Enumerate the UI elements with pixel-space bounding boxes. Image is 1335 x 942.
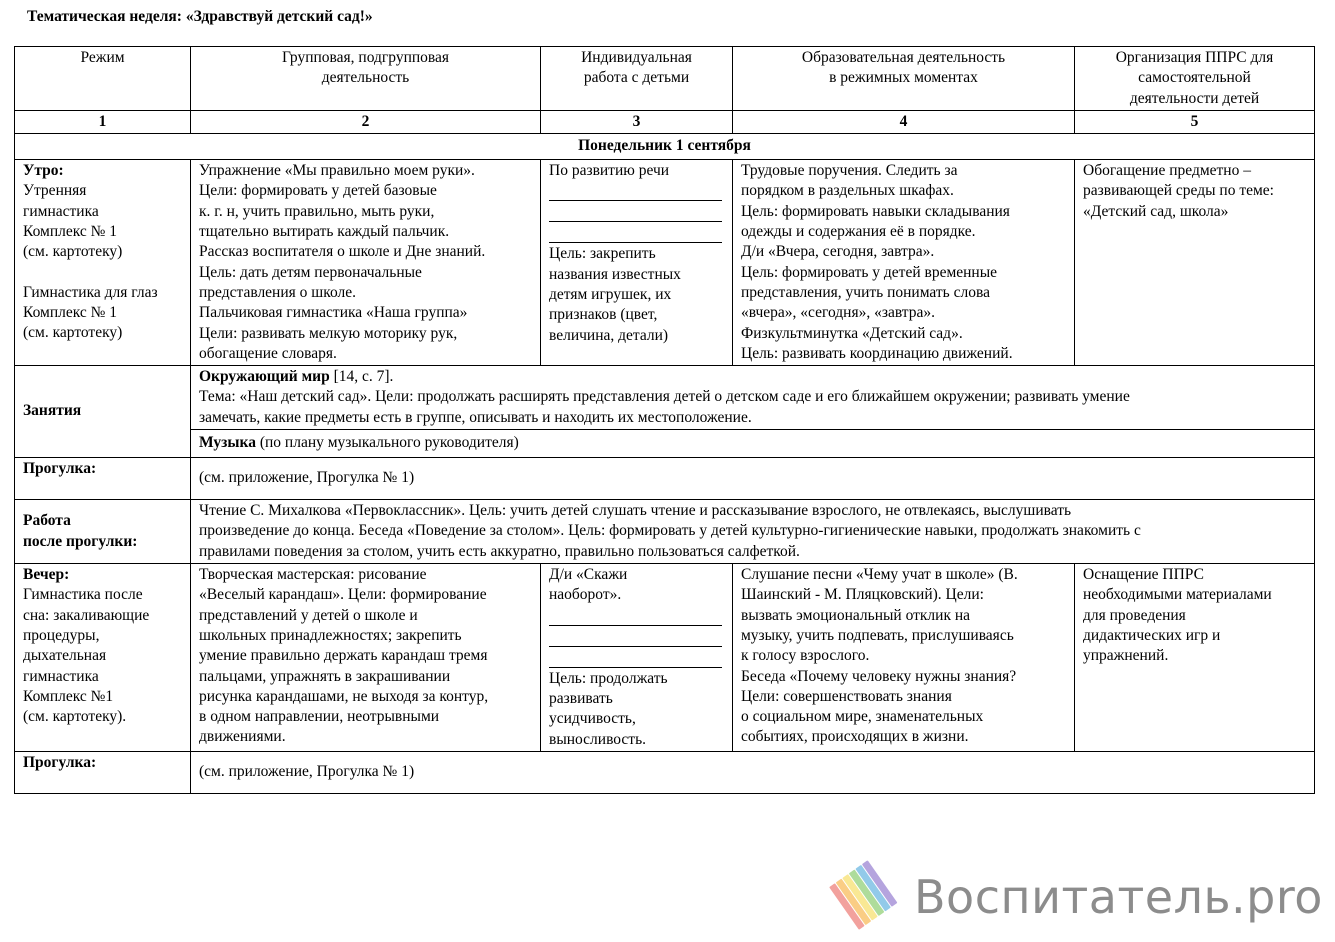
classes-row-world (15, 366, 1315, 430)
classes-row-music (15, 430, 1315, 458)
day-row (15, 134, 1315, 160)
classes-label: Занятия (15, 366, 191, 458)
blank-line (549, 606, 722, 626)
column-number: 3 (541, 110, 733, 133)
blank-line (549, 223, 722, 243)
classes-world: Окружающий мир [14, с. 7]. Тема: «Наш детский сад». Цели: продолжать расширять представления детей о детском саде и его ближайшем окружении; развивать умение замечать, какие предметы есть в группе, описывать и находить их местоположение. (191, 366, 1315, 430)
evening-ppps: Оснащение ППРС необходимыми материалами для проведения дидактических игр и упражнений. (1075, 564, 1315, 752)
morning-group-activity: Упражнение «Мы правильно моем руки». Цели: формировать у детей базовые к. г. н, учить правильно, мыть руки, тщательно вытирать каждый пальчик. Рассказ воспитателя о школе и Дне знаний. Цель: дать детям первоначальные представления о школе. Пальчиковая гимнастика «Наша группа» Цели: развивать мелкую моторику рук, обогащение словаря. (191, 160, 541, 366)
header-individual: Индивидуальная работа с детьми (541, 47, 733, 111)
header-ppps: Организация ППРС для самостоятельной деятельности детей (1075, 47, 1315, 111)
blank-line (549, 202, 722, 222)
walk-row (15, 458, 1315, 500)
column-number: 2 (191, 110, 541, 133)
watermark (828, 860, 1328, 940)
blank-line (549, 627, 722, 647)
plan-table (14, 46, 1315, 794)
after-walk-label: Работа после прогулки: (15, 500, 191, 564)
evening-row (15, 564, 1315, 752)
walk-text: (см. приложение, Прогулка № 1) (191, 458, 1315, 500)
walk-row-evening (15, 751, 1315, 793)
header-group: Групповая, подгрупповая деятельность (191, 47, 541, 111)
morning-row (15, 160, 1315, 366)
walk-label: Прогулка: (15, 458, 191, 500)
morning-individual-work: По развитию речи Цель: закрепить названия известных детям игрушек, их признаков (цвет, величина, детали) (541, 160, 733, 366)
watermark-text: Воспитатель.pro (914, 870, 1323, 924)
evening-regime: Вечер: Гимнастика после сна: закаливающие процедуры, дыхательная гимнастика Комплекс №1 (см. картотеку). (15, 564, 191, 752)
day-title: Понедельник 1 сентября (15, 134, 1315, 160)
after-walk-row (15, 500, 1315, 564)
morning-educational-activity: Трудовые поручения. Следить за порядком в раздельных шкафах. Цель: формировать навыки складывания одежды и содержания её в порядке. Д/и «Вчера, сегодня, завтра». Цель: формировать у детей временные представления, учить понимать слова «вчера», «сегодня», «завтра». Физкультминутка «Детский сад». Цель: развивать координацию движений. (733, 160, 1075, 366)
column-number: 4 (733, 110, 1075, 133)
evening-educational-activity: Слушание песни «Чему учат в школе» (В. Шаинский - М. Пляцковский). Цели: вызвать эмоциональный отклик на музыку, учить подпевать, прислушиваясь к голосу взрослого. Беседа «Почему человеку нужны знания? Цели: совершенствовать знания о социальном мире, знаменательных событиях, происходящих в жизни. (733, 564, 1075, 752)
column-numbers-row (15, 110, 1315, 133)
morning-regime: Утро: Утренняя гимнастика Комплекс № 1 (см. картотеку) Гимнастика для глаз Комплекс № 1 (см. картотеку) (15, 160, 191, 366)
blank-line (549, 181, 722, 201)
morning-ppps: Обогащение предметно – развивающей среды по теме: «Детский сад, школа» (1075, 160, 1315, 366)
walk-text: (см. приложение, Прогулка № 1) (191, 751, 1315, 793)
walk-label: Прогулка: (15, 751, 191, 793)
classes-music: Музыка (по плану музыкального руководителя) (191, 430, 1315, 458)
evening-group-activity: Творческая мастерская: рисование «Веселый карандаш». Цели: формирование представлений у детей о школе и школьных принадлежностях; закрепить умение правильно держать карандаш тремя пальцами, упражнять в закрашивании рисунка карандашами, не выходя за контур, в одном направлении, неотрывными движениями. (191, 564, 541, 752)
pencils-logo-icon (828, 860, 904, 936)
header-regime: Режим (15, 47, 191, 111)
header-row (15, 47, 1315, 111)
page-title: Тематическая неделя: «Здравствуй детский сад!» (27, 8, 373, 25)
after-walk-text: Чтение С. Михалкова «Первоклассник». Цель: учить детей слушать чтение и рассказывание взрослого, не отвлекаясь, выслушивать произведение до конца. Беседа «Поведение за столом». Цель: формировать у детей культурно-гигиенические навыки, продолжать знакомить с правилами поведения за столом, учить есть аккуратно, правильно пользоваться салфеткой. (191, 500, 1315, 564)
evening-individual-work: Д/и «Скажи наоборот». Цель: продолжать развивать усидчивость, выносливость. (541, 564, 733, 752)
header-educational: Образовательная деятельность в режимных моментах (733, 47, 1075, 111)
column-number: 5 (1075, 110, 1315, 133)
blank-line (549, 648, 722, 668)
column-number: 1 (15, 110, 191, 133)
